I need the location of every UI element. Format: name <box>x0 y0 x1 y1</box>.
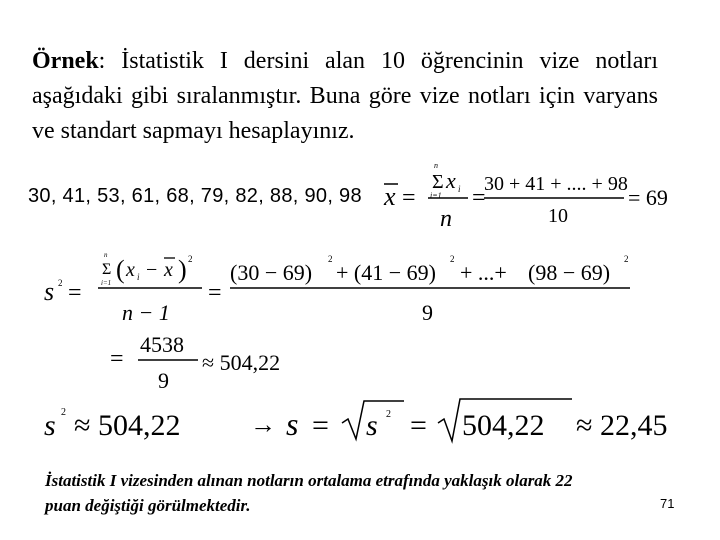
example-paragraph <box>32 44 658 149</box>
svg-text:=: = <box>208 280 222 306</box>
svg-text:n: n <box>434 161 438 170</box>
mean-formula <box>380 160 700 235</box>
svg-text:x: x <box>446 168 456 193</box>
svg-text:2: 2 <box>450 254 455 264</box>
svg-text:2: 2 <box>386 409 391 420</box>
expansion-dots: + ...+ <box>460 260 507 285</box>
expansion-term-2: + (41 − 69) <box>336 260 436 285</box>
svg-text:n: n <box>440 206 452 232</box>
svg-text:=: = <box>312 409 329 442</box>
example-separator: : <box>98 48 106 74</box>
svg-text:s: s <box>286 406 299 442</box>
mean-numerator: 30 + 41 + .... + 98 <box>484 173 628 195</box>
svg-text:−: − <box>146 259 158 281</box>
variance-value: ≈ 504,22 <box>74 409 181 442</box>
variance-approx: ≈ 504,22 <box>202 350 281 375</box>
svg-text:s: s <box>44 409 56 442</box>
svg-text:=: = <box>110 346 124 372</box>
svg-text:=: = <box>402 185 416 211</box>
svg-text:s: s <box>366 409 378 442</box>
variance-formula <box>40 248 640 398</box>
expansion-denominator: 9 <box>422 300 433 325</box>
svg-text:): ) <box>178 255 187 284</box>
svg-text:(: ( <box>116 255 125 284</box>
svg-text:=: = <box>68 280 82 306</box>
mean-denominator: 10 <box>548 205 568 227</box>
fraction-numerator: 4538 <box>140 332 184 357</box>
svg-text:i: i <box>137 272 140 282</box>
svg-text:i=1: i=1 <box>430 191 442 200</box>
svg-text:n: n <box>104 251 108 259</box>
svg-text:n − 1: n − 1 <box>122 300 170 325</box>
svg-text:x: x <box>164 259 173 281</box>
svg-text:2: 2 <box>624 254 629 264</box>
page-number: 71 <box>660 496 675 511</box>
svg-text:2: 2 <box>188 254 193 264</box>
svg-text:Σ: Σ <box>102 261 112 278</box>
mean-result: = 69 <box>628 185 668 210</box>
sum-symbol: Σ <box>432 171 444 193</box>
svg-text:x: x <box>126 259 135 281</box>
svg-text:i=1: i=1 <box>101 279 112 287</box>
fraction-denominator: 9 <box>158 368 169 393</box>
example-text: İstatistik I dersini alan 10 öğrencinin vize notları aşağıdaki gibi sıralanmıştır. Buna göre vize notları için varyans ve standart sapmayı hesaplayınız. <box>32 48 658 144</box>
example-label: Örnek <box>32 48 99 74</box>
data-values: 30, 41, 53, 61, 68, 79, 82, 88, 90, 98 <box>28 185 362 207</box>
variance-symbol: s <box>44 277 55 306</box>
conclusion-note: İstatistik I vizesinden alınan notların ortalama etrafında yaklaşık olarak 22 puan değiştiği görülmektedir. <box>45 471 573 515</box>
mean-symbol: x <box>384 182 396 211</box>
svg-text:=: = <box>472 185 486 211</box>
std-result: ≈ 22,45 <box>576 409 668 442</box>
expansion-term-1: (30 − 69) <box>230 260 313 285</box>
svg-text:2: 2 <box>61 407 66 418</box>
svg-text:=: = <box>410 409 427 442</box>
svg-text:2: 2 <box>58 278 63 288</box>
svg-text:i: i <box>458 184 461 194</box>
svg-text:2: 2 <box>328 254 333 264</box>
implication-arrow: → <box>250 410 276 439</box>
radicand: 504,22 <box>462 409 545 442</box>
expansion-term-3: (98 − 69) <box>528 260 611 285</box>
std-deviation-line <box>40 395 710 455</box>
